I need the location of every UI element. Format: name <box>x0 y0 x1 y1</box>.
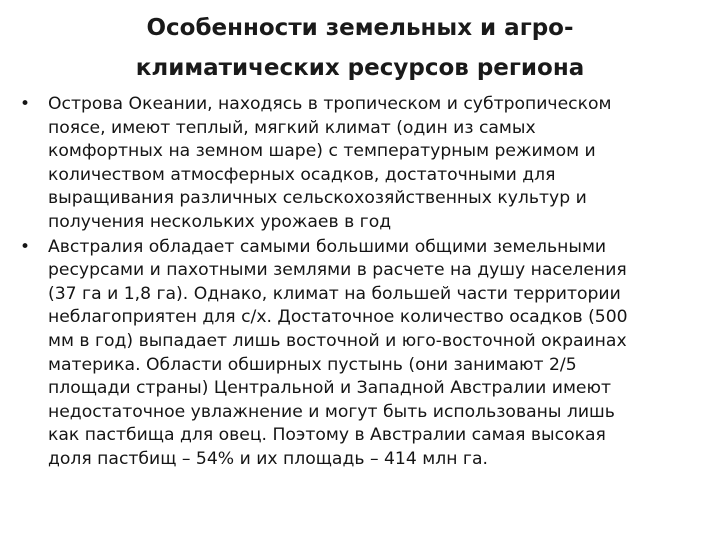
text-line: поясе, имеют теплый, мягкий климат (один из самых <box>48 117 536 138</box>
bullet-item-oceania <box>20 93 710 235</box>
slide-title-line: Особенности земельных и агро- <box>146 15 574 41</box>
text-line: недостаточное увлажнение и могут быть использованы лишь <box>48 401 615 422</box>
text-line: Австралия обладает самыми большими общими земельными <box>48 236 607 257</box>
text-line: выращивания различных сельскохозяйственных культур и <box>48 188 587 209</box>
bullet-text <box>48 93 710 235</box>
text-line: комфортных на земном шаре) с температурным режимом и <box>48 141 596 162</box>
bullet-icon: • <box>20 236 31 257</box>
bullet-text <box>48 236 710 472</box>
text-line: неблагоприятен для с/х. Достаточное количество осадков (500 <box>48 307 628 328</box>
text-line: площади страны) Центральной и Западной Австралии имеют <box>48 378 611 399</box>
text-line: ресурсами и пахотными землями в расчете на душу населения <box>48 260 627 281</box>
text-line: мм в год) выпадает лишь восточной и юго-восточной окраинах <box>48 330 627 351</box>
text-line: Острова Океании, находясь в тропическом и субтропическом <box>48 94 612 114</box>
text-line: материка. Области обширных пустынь (они занимают 2/5 <box>48 354 577 375</box>
text-line: как пастбища для овец. Поэтому в Австралии самая высокая <box>48 425 606 446</box>
slide-title <box>60 8 660 88</box>
bullet-icon: • <box>20 94 31 114</box>
text-line: (37 га и 1,8 га). Однако, климат на большей части территории <box>48 283 621 304</box>
text-line: получения нескольких урожаев в год <box>48 211 392 232</box>
bullet-list <box>20 93 710 472</box>
slide-title-line: климатических ресурсов региона <box>135 55 585 81</box>
text-line: количеством атмосферных осадков, достаточными для <box>48 164 556 185</box>
bullet-item-australia <box>20 236 710 472</box>
text-line: доля пастбищ – 54% и их площадь – 414 млн га. <box>48 448 488 469</box>
